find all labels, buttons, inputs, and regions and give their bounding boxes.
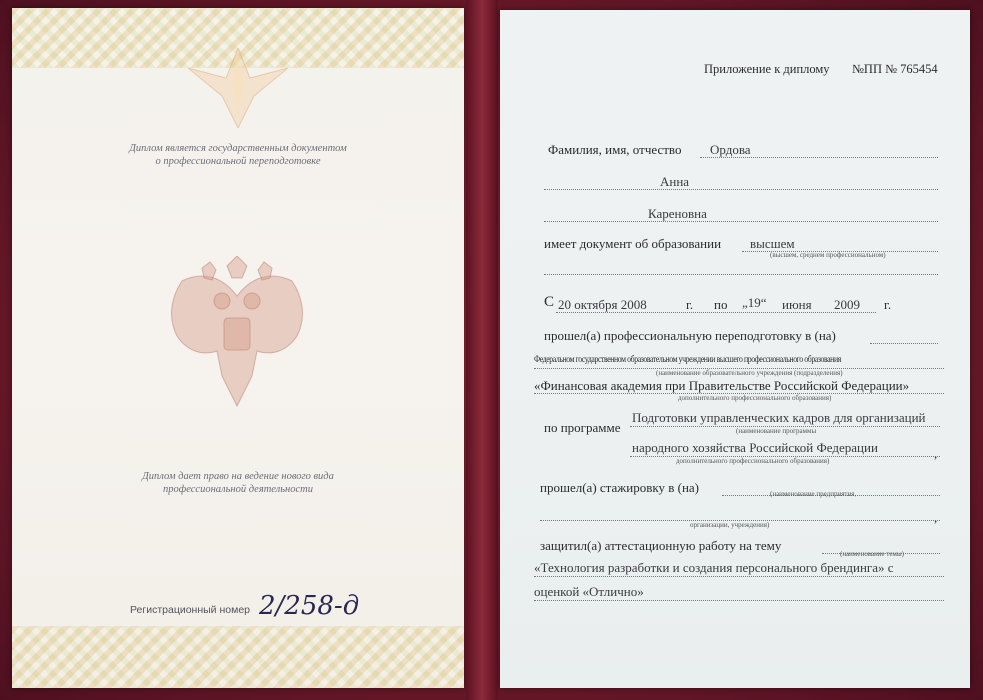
surname-value: Ордова	[710, 142, 751, 157]
institution-name: «Финансовая академия при Правительстве Российской Федерации»	[534, 378, 910, 393]
registration-number: 2/258-д	[259, 591, 360, 621]
internship-label: прошел(а) стажировку в (на)	[540, 480, 700, 495]
name-label: Фамилия, имя, отчество	[548, 142, 682, 157]
education-value: высшем	[750, 236, 795, 251]
internship-hint2: организации, учреждения)	[690, 521, 770, 529]
program-comma: ,	[934, 446, 938, 461]
program-line2: народного хозяйства Российской Федерации	[632, 440, 878, 455]
retraining-label: прошел(а) профессиональную переподготовку в (на)	[544, 328, 836, 343]
year-abbr-1: г.	[686, 297, 694, 312]
thesis-title-line	[534, 576, 944, 577]
diploma-spine	[466, 0, 498, 700]
thesis-title: «Технология разработки и создания персонального брендинга» с	[534, 560, 894, 575]
ornament-icon	[188, 48, 288, 128]
to-label: по	[714, 297, 728, 312]
program-hint: (наименование программы	[736, 427, 817, 435]
institution-hint2: дополнительного профессионального образования)	[678, 394, 832, 402]
thesis-label: защитил(а) аттестационную работу на тему	[540, 538, 782, 553]
year-abbr-2: г.	[884, 297, 892, 312]
rights-line1: Диплом дает право на ведение нового вида	[142, 471, 334, 482]
grade-value: оценкой «Отлично»	[534, 584, 644, 599]
registration-label: Регистрационный номер	[130, 604, 250, 616]
internship-hint: (наименование предприятия,	[770, 490, 857, 498]
first-name-line	[544, 189, 938, 190]
to-month: июня	[782, 297, 812, 312]
to-day: „19“	[742, 295, 767, 310]
patronymic-value: Кареновна	[648, 206, 707, 221]
education-extra-line	[544, 274, 938, 275]
first-name-value: Анна	[660, 174, 690, 189]
program-line1: Подготовки управленческих кадров для организаций	[632, 410, 926, 425]
legal-note-line2: о профессиональной переподготовке	[155, 156, 321, 167]
patronymic-line	[544, 221, 938, 222]
from-date: 20 октября 2008	[558, 297, 647, 312]
institution-hint: (наименование образовательного учреждения (подразделения)	[656, 369, 843, 377]
diploma-left-page	[12, 8, 464, 688]
program-hint2: дополнительного профессионального образования)	[676, 457, 830, 465]
education-hint: (высшем, среднем профессиональном)	[770, 251, 886, 259]
surname-line	[700, 157, 938, 158]
education-label: имеет документ об образовании	[544, 236, 722, 251]
decorative-band-bottom	[12, 626, 464, 688]
program-label: по программе	[544, 420, 621, 435]
appendix-label: Приложение к диплому	[704, 62, 830, 76]
internship-comma: ,	[934, 510, 938, 525]
grade-line	[534, 600, 944, 601]
period-line	[556, 312, 876, 313]
rights-line2: профессиональной деятельности	[163, 484, 313, 495]
coat-of-arms-icon	[162, 256, 312, 416]
institution-line: Федеральном государственном образовательном учреждении высшего профессионального образования	[534, 355, 841, 365]
thesis-hint: (наименование темы)	[840, 550, 905, 558]
diploma-number: №ПП № 765454	[852, 62, 938, 76]
retraining-line	[870, 343, 938, 344]
legal-note-line1: Диплом является государственным документом	[129, 143, 347, 154]
to-year: 2009	[834, 297, 860, 312]
diploma-appendix-page	[500, 10, 970, 688]
from-label: С	[544, 294, 555, 310]
